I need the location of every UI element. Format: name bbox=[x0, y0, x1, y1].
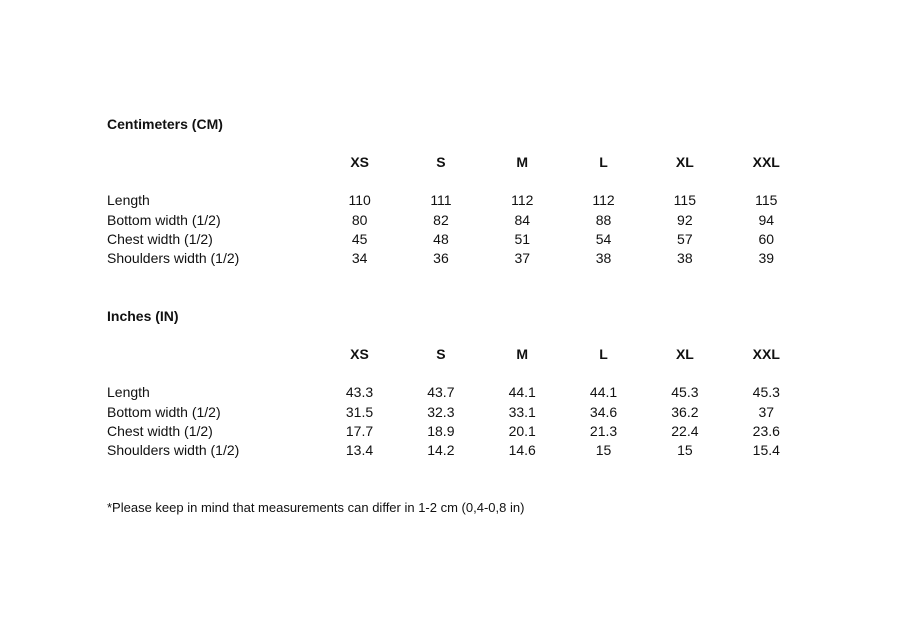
cell-value: 43.3 bbox=[345, 384, 374, 401]
cell-value: 92 bbox=[677, 211, 693, 228]
row-label: Bottom width (1/2) bbox=[107, 211, 221, 228]
row-label: Chest width (1/2) bbox=[107, 422, 213, 439]
size-header-l: L bbox=[599, 154, 608, 170]
size-table-in bbox=[107, 345, 807, 460]
cell-value: 32.3 bbox=[427, 403, 455, 420]
row-label: Shoulders width (1/2) bbox=[107, 442, 240, 459]
cell-value: 38 bbox=[677, 250, 693, 267]
cell-value: 37 bbox=[514, 250, 531, 267]
size-header-xs: XS bbox=[350, 154, 370, 170]
table-row-chest-width bbox=[107, 230, 807, 249]
cell-value: 111 bbox=[430, 192, 452, 209]
size-header-xxl: XXL bbox=[752, 154, 780, 170]
cell-value: 80 bbox=[351, 211, 368, 228]
table-row-shoulders-width bbox=[107, 249, 807, 268]
cell-value: 22.4 bbox=[671, 422, 699, 439]
cell-value: 34.6 bbox=[589, 403, 618, 420]
cell-value: 94 bbox=[758, 211, 775, 228]
row-label: Chest width (1/2) bbox=[107, 230, 213, 247]
cell-value: 36 bbox=[433, 250, 449, 267]
size-header-xxl: XXL bbox=[752, 346, 780, 362]
cell-value: 15 bbox=[677, 442, 693, 459]
size-header-row bbox=[107, 153, 807, 172]
size-header-xl: XL bbox=[675, 154, 694, 170]
cell-value: 51 bbox=[514, 230, 531, 247]
cell-value: 112 bbox=[592, 192, 615, 209]
cell-value: 45 bbox=[351, 230, 368, 247]
cell-value: 21.3 bbox=[589, 422, 618, 439]
cell-value: 13.4 bbox=[345, 442, 374, 459]
cell-value: 34 bbox=[351, 250, 368, 267]
row-label: Shoulders width (1/2) bbox=[107, 250, 240, 267]
row-label: Length bbox=[107, 192, 150, 209]
cell-value: 45.3 bbox=[671, 384, 699, 401]
cell-value: 57 bbox=[677, 230, 693, 247]
cell-value: 44.1 bbox=[589, 384, 618, 401]
cell-value: 115 bbox=[673, 192, 696, 209]
cell-value: 33.1 bbox=[508, 403, 536, 420]
cell-value: 20.1 bbox=[508, 422, 536, 439]
cell-value: 45.3 bbox=[752, 384, 780, 401]
cell-value: 88 bbox=[595, 211, 612, 228]
cell-value: 54 bbox=[595, 230, 612, 247]
cell-value: 14.6 bbox=[508, 442, 536, 459]
cell-value: 43.7 bbox=[427, 384, 455, 401]
cell-value: 39 bbox=[758, 250, 775, 267]
cell-value: 48 bbox=[433, 230, 449, 247]
cell-value: 15.4 bbox=[752, 442, 780, 459]
cell-value: 15 bbox=[595, 442, 612, 459]
measurement-note: *Please keep in mind that measurements can differ in 1-2 cm (0,4-0,8 in) bbox=[107, 500, 525, 515]
cell-value: 112 bbox=[511, 192, 534, 209]
table-row-length bbox=[107, 191, 807, 210]
cell-value: 14.2 bbox=[427, 442, 455, 459]
table-row-shoulders-width bbox=[107, 441, 807, 460]
row-label: Bottom width (1/2) bbox=[107, 403, 221, 420]
header-blank bbox=[107, 345, 319, 364]
row-label: Length bbox=[107, 384, 150, 401]
table-row-chest-width bbox=[107, 422, 807, 441]
spacer-row bbox=[107, 364, 807, 383]
table-row-bottom-width bbox=[107, 403, 807, 422]
cell-value: 38 bbox=[595, 250, 612, 267]
size-header-s: S bbox=[436, 346, 446, 362]
size-header-row bbox=[107, 345, 807, 364]
cell-value: 36.2 bbox=[671, 403, 699, 420]
size-header-s: S bbox=[436, 154, 446, 170]
section-title-cm: Centimeters (CM) bbox=[107, 116, 223, 132]
size-header-m: M bbox=[516, 346, 529, 362]
size-table-cm bbox=[107, 153, 807, 268]
size-header-xl: XL bbox=[675, 346, 694, 362]
table-row-bottom-width bbox=[107, 211, 807, 230]
cell-value: 37 bbox=[758, 403, 775, 420]
size-header-m: M bbox=[516, 154, 529, 170]
cell-value: 115 bbox=[755, 192, 778, 209]
spacer-row bbox=[107, 172, 807, 191]
section-title-in: Inches (IN) bbox=[107, 308, 179, 324]
size-header-l: L bbox=[599, 346, 608, 362]
cell-value: 17.7 bbox=[345, 422, 374, 439]
cell-value: 110 bbox=[348, 192, 371, 209]
cell-value: 82 bbox=[433, 211, 449, 228]
table-row-length bbox=[107, 383, 807, 402]
cell-value: 44.1 bbox=[508, 384, 536, 401]
cell-value: 31.5 bbox=[345, 403, 374, 420]
cell-value: 84 bbox=[514, 211, 531, 228]
header-blank bbox=[107, 153, 319, 172]
cell-value: 18.9 bbox=[427, 422, 455, 439]
cell-value: 60 bbox=[758, 230, 775, 247]
cell-value: 23.6 bbox=[752, 422, 780, 439]
size-header-xs: XS bbox=[350, 346, 369, 362]
